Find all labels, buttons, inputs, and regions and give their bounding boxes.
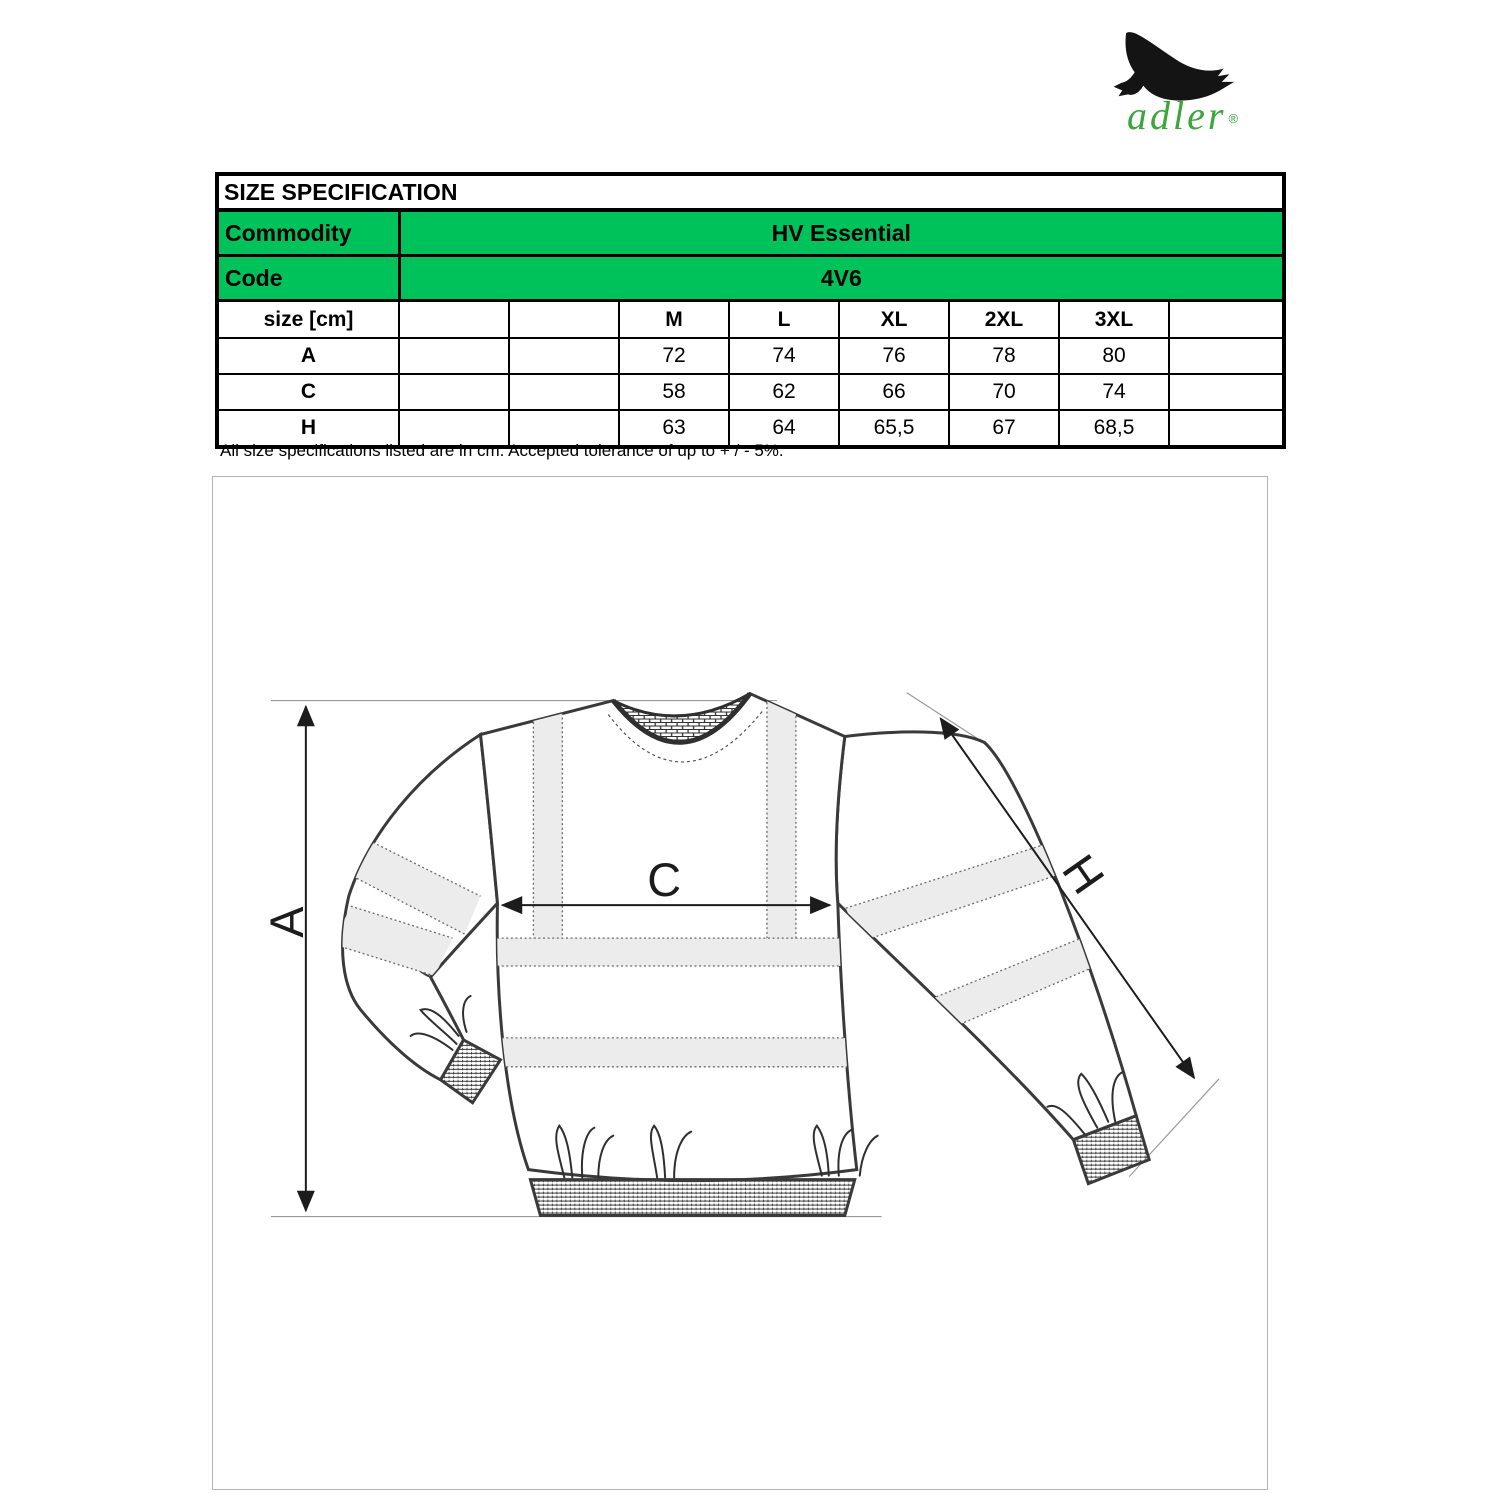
size-header-row: [217, 301, 1284, 339]
size-col-2xl: 2XL: [949, 301, 1059, 339]
cell-c-3xl: 74: [1059, 374, 1169, 410]
left-sleeve: [333, 734, 501, 1102]
cell-c-2xl: 70: [949, 374, 1059, 410]
registered-trademark-icon: ®: [1228, 110, 1239, 126]
measurement-row-c: [217, 374, 1284, 410]
commodity-value: HV Essential: [399, 210, 1284, 256]
code-label: Code: [217, 256, 399, 301]
cell-c-empty-3: [1169, 374, 1284, 410]
code-row: [217, 256, 1284, 301]
cell-a-empty-3: [1169, 338, 1284, 374]
label-body-length: A: [260, 906, 313, 938]
cell-c-m: 58: [619, 374, 729, 410]
right-sleeve: [836, 732, 1149, 1184]
cell-h-xl: 65,5: [839, 410, 949, 447]
size-col-empty-3: [1169, 301, 1284, 339]
cell-h-l: 64: [729, 410, 839, 447]
cell-a-empty-1: [399, 338, 509, 374]
cell-h-3xl: 68,5: [1059, 410, 1169, 447]
brand-logo: [1093, 14, 1263, 138]
cell-a-m: 72: [619, 338, 729, 374]
size-col-l: L: [729, 301, 839, 339]
commodity-row: [217, 210, 1284, 256]
hem-ribbing: [530, 1180, 854, 1216]
size-specification-table: [215, 172, 1286, 449]
cell-c-xl: 66: [839, 374, 949, 410]
dimension-a-label: A: [217, 338, 399, 374]
table-title: SIZE SPECIFICATION: [217, 174, 1284, 210]
torso: [481, 689, 878, 1216]
commodity-label: Commodity: [217, 210, 399, 256]
cell-c-empty-1: [399, 374, 509, 410]
cell-a-xl: 76: [839, 338, 949, 374]
size-col-m: M: [619, 301, 729, 339]
eagle-icon: [1093, 14, 1251, 102]
cell-h-empty-3: [1169, 410, 1284, 447]
dimension-c-label: C: [217, 374, 399, 410]
dimension-h-label: H: [217, 410, 399, 447]
cell-h-2xl: 67: [949, 410, 1059, 447]
cell-h-m: 63: [619, 410, 729, 447]
cell-a-l: 74: [729, 338, 839, 374]
code-value: 4V6: [399, 256, 1284, 301]
size-unit-label: size [cm]: [217, 301, 399, 339]
tolerance-footnote: All size specifications listed are in cm. Accepted tolerance of up to + / - 5%.: [220, 441, 784, 460]
cell-a-2xl: 78: [949, 338, 1059, 374]
cell-c-empty-2: [509, 374, 619, 410]
label-chest-width: C: [647, 854, 682, 907]
size-col-xl: XL: [839, 301, 949, 339]
size-col-3xl: 3XL: [1059, 301, 1169, 339]
garment-drawing-panel: [212, 476, 1268, 1490]
brand-wordmark: [1093, 93, 1263, 138]
measurement-row-a: [217, 338, 1284, 374]
cell-a-3xl: 80: [1059, 338, 1169, 374]
label-sleeve-length: H: [1052, 845, 1115, 903]
brand-name: adler: [1127, 93, 1227, 138]
sweatshirt-technical-drawing: [213, 477, 1267, 1489]
table-title-row: [217, 174, 1284, 210]
cell-a-empty-2: [509, 338, 619, 374]
cell-c-l: 62: [729, 374, 839, 410]
size-col-empty-2: [509, 301, 619, 339]
size-col-empty-1: [399, 301, 509, 339]
